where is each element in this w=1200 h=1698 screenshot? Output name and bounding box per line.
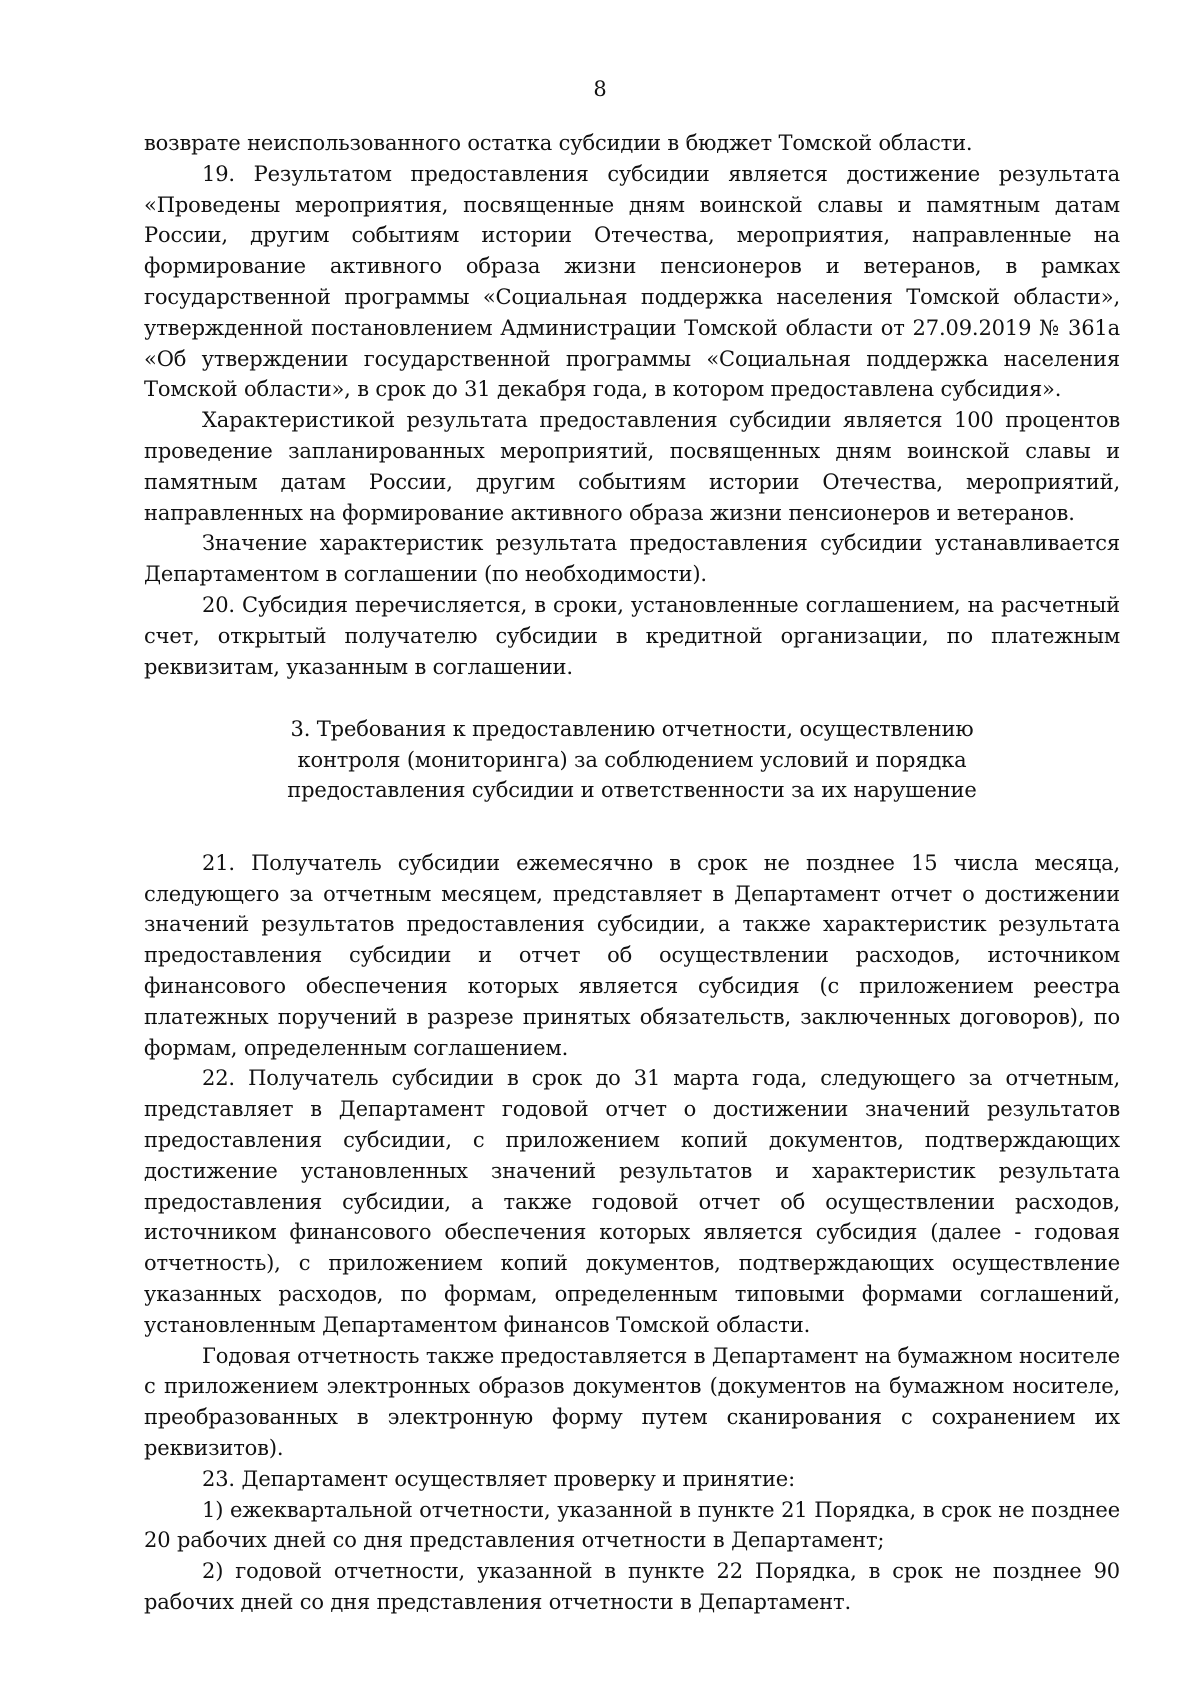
list-item: 2) годовой отчетности, указанной в пункте 22 Порядка, в срок не позднее 90 рабочих дней со дня представления отчетности в Департамент.: [144, 1559, 1120, 1614]
paragraph: Значение характеристик результата предоставления субсидии устанавливается Департаментом в соглашении (по необходимости).: [144, 531, 1120, 587]
paragraph: Годовая отчетность также предоставляется в Департамент на бумажном носителе с приложением электронных образов документов (документов на бумажном носителе, преобразованных в электронную форму путем сканирования с сохранением их реквизитов).: [144, 1343, 1120, 1460]
paragraph-22: 22. Получатель субсидии в срок до 31 марта года, следующего за отчетным, представляет в Департамент годовой отчет о достижении значений результатов предоставления субсидии, с приложением копий документов, подтверждающих достижение установленных значений результатов и характеристик результата предоставления субсидии, а также годовой отчет об осуществлении расходов, источником финансового обеспечения которых является субсидия (далее - годовая отчетность), с приложением копий документов, подтверждающих осуществление указанных расходов, по формам, определенным типовыми формами соглашений, установленным Департаментом финансов Томской области.: [144, 1066, 1120, 1337]
paragraph: Характеристикой результата предоставления субсидии является 100 процентов проведение запланированных мероприятий, посвященных дням воинской славы и памятным датам России, другим событиям истории Отечества, мероприятий, направленных на формирование активного образа жизни пенсионеров и ветеранов.: [144, 408, 1120, 525]
paragraph-23: 23. Департамент осуществляет проверку и принятие:: [202, 1466, 795, 1491]
paragraph-20: 20. Субсидия перечисляется, в сроки, установленные соглашением, на расчетный счет, открытый получателю субсидии в кредитной организации, по платежным реквизитам, указанным в соглашении.: [144, 592, 1120, 679]
list-item: 1) ежеквартальной отчетности, указанной в пункте 21 Порядка, в срок не позднее 20 рабочих дней со дня представления отчетности в Департамент;: [144, 1497, 1120, 1553]
document-body: [144, 128, 1120, 1618]
paragraph-19: 19. Результатом предоставления субсидии является достижение результата «Проведены мероприятия, посвященные дням воинской славы и памятным датам России, другим событиям истории Отечества, мероприятия, направленные на формирование активного образа жизни пенсионеров и ветеранов, в рамках государственной программы «Социальная поддержка населения Томской области», утвержденной постановлением Администрации Томской области от 27.09.2019 № 361а «Об утверждении государственной программы «Социальная поддержка населения Томской области», в срок до 31 декабря года, в котором предоставлена субсидия».: [144, 161, 1120, 402]
section-heading: 3. Требования к предоставлению отчетности, осуществлению контроля (мониторинга) за соблюдением условий и порядка предоставления субсидии и ответственности за их нарушение: [287, 717, 977, 803]
paragraph-21: 21. Получатель субсидии ежемесячно в срок не позднее 15 числа месяца, следующего за отчетным месяцем, представляет в Департамент отчет о достижении значений результатов предоставления субсидии, а также характеристик результата предоставления субсидии и отчет об осуществлении расходов, источником финансового обеспечения которых является субсидия (с приложением реестра платежных поручений в разрезе принятых обязательств, заключенных договоров), по формам, определенным соглашением.: [144, 850, 1120, 1060]
paragraph: возврате неиспользованного остатка субсидии в бюджет Томской области.: [144, 131, 973, 155]
page-number: 8: [593, 77, 607, 101]
